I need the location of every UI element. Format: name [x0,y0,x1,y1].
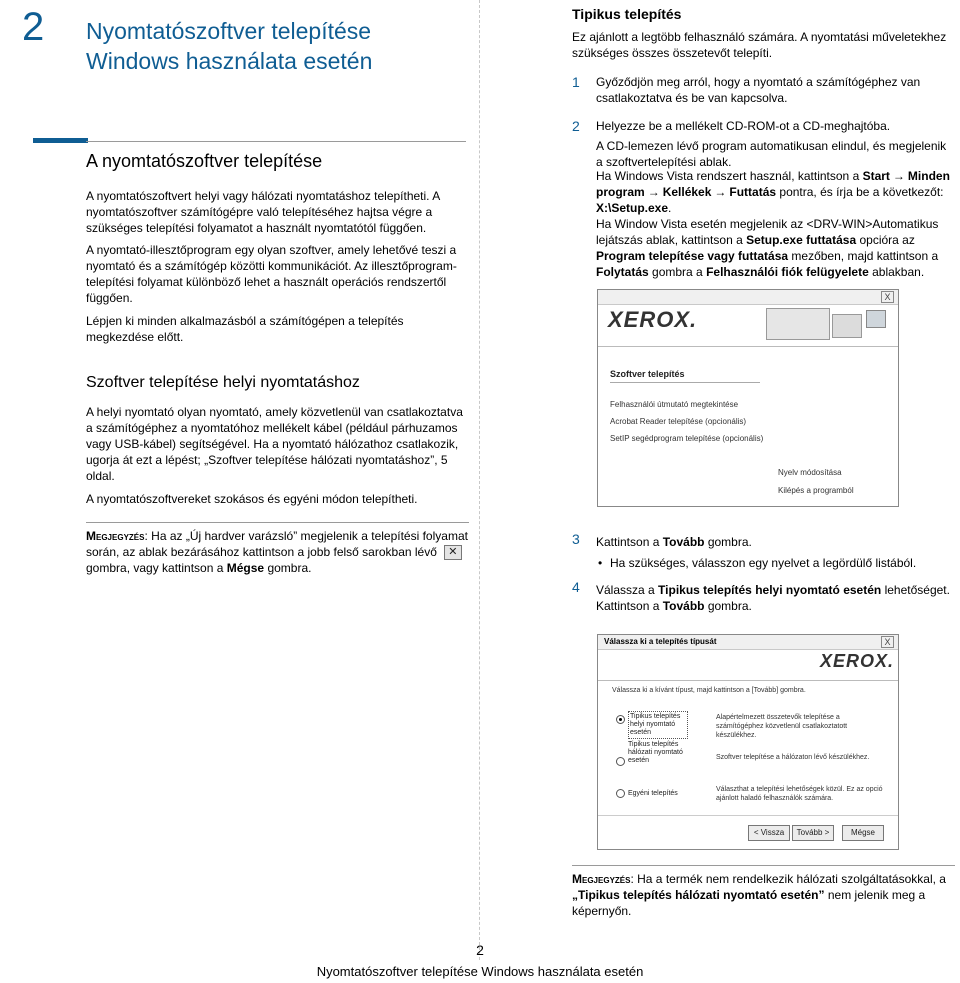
note-right [572,871,952,919]
option-network-label[interactable]: Tipikus telepítés hálózati nyomtató esetén [628,741,683,764]
note-left [86,528,471,576]
autoplay-text-b: opcióra az [856,233,915,247]
step-3-a: Kattintson a [596,535,663,549]
close-icon: ✕ [444,545,462,560]
back-button[interactable]: < Vissza [748,825,790,841]
close-icon[interactable]: X [881,291,894,303]
footer-title: Nyomtatószoftver telepítése Windows használata esetén [316,964,644,979]
panel-title-rule [610,382,760,383]
dialog-header-rule [598,680,898,681]
screenshot-setup-window [597,289,899,507]
autoplay-setup: Setup.exe futtatása [746,233,857,247]
step-1-text: Győződjön meg arról, hogy a nyomtató a számítógéphez van csatlakoztatva és be van kapcsolva. [596,75,921,105]
note-right-a: : Ha a termék nem rendelkezik hálózati szolgáltatásokkal, a [630,872,946,886]
step-2-autorun: A CD-lemezen lévő program automatikusan elindul, és megjelenik a szoftvertelepítési ablak. [596,139,947,169]
autoplay-text-c: mezőben, majd kattintson a [788,249,939,263]
step-4-c: Kattintson a [596,599,663,613]
vista-run: Futtatás [729,185,777,199]
setup-path-dot: . [668,201,672,215]
typical-install-intro: Ez ajánlott a legtöbb felhasználó számára. A nyomtatási műveletekhez szükséges összes összetevőt telepíti. [572,30,947,60]
arrow-right-icon: → [892,169,905,183]
note-text-c: gombra. [264,561,312,576]
autoplay-text-e: ablakban. [868,265,925,279]
step-3-text [596,534,956,550]
paragraph-exit-apps: Lépjen ki minden alkalmazásból a számítógépen a telepítés megkezdése előtt. [86,314,404,344]
step-4-text [596,582,956,614]
dialog-titlebar [598,635,898,650]
note-text-b: gombra, vagy kattintson a [86,561,227,576]
section-accent-bar [33,138,88,143]
chapter-title-line2: Windows használata esetén [86,48,373,74]
bullet-icon: • [598,556,603,570]
section-heading-local: Szoftver telepítése helyi nyomtatáshoz [86,374,360,391]
autoplay-text-a: Ha Window Vista esetén megjelenik az <DRV-WIN>Automatikus lejátszás ablak, kattintson a [596,217,939,247]
computer-icon [866,310,886,328]
paragraph-install-modes: A nyomtatószoftvereket szokásos és egyéni módon telepítheti. [86,492,418,506]
step-3-next: Tovább [662,535,705,549]
option-custom-desc: Választhat a telepítési lehetőségek közül. Ez az opció ajánlott haladó felhasználók számára. [716,786,883,802]
xerox-logo: XEROX. [820,651,895,671]
step-1-number: 1 [572,74,580,90]
step-2-number: 2 [572,118,580,134]
screenshot-install-type-dialog [597,634,899,850]
note-colon: : [144,529,148,543]
step-4-a: Válassza a [596,583,659,597]
vista-start: Start [862,169,890,183]
option-local-desc: Alapértelmezett összetevők telepítése a számítógéphez közvetlenül csatlakoztatott készülékhez. [716,714,848,739]
autoplay-uac: Felhasználói fiók felügyelete [706,265,869,279]
step-2-autoplay [596,216,958,280]
menu-user-guide[interactable]: Felhasználói útmutató megtekintése [610,400,739,409]
vista-accessories: Kellékek [662,185,712,199]
setup-path: X:\Setup.exe [596,201,669,215]
close-icon[interactable]: X [881,636,894,648]
note-right-b: nem jelenik meg a képernyőn. [572,888,926,918]
chapter-title-line1: Nyomtatószoftver telepítése [86,18,372,44]
cancel-button[interactable]: Mégse [842,825,884,841]
arrow-right-icon: → [714,185,727,199]
step-2-vista [596,168,958,216]
option-custom-label[interactable]: Egyéni telepítés [628,790,678,797]
vista-all-programs: Minden program [596,169,950,199]
autoplay-continue: Folytatás [596,265,649,279]
step-4-next: Tovább [662,599,705,613]
menu-change-language[interactable]: Nyelv módosítása [778,468,842,477]
section-rule [86,141,466,142]
dialog-footer-rule [598,815,898,816]
section-heading-install: A nyomtatószoftver telepítése [86,151,323,171]
vista-text-b: pontra, és írja be a következőt: [776,185,944,199]
menu-exit[interactable]: Kilépés a programból [778,486,854,495]
note-label: Megjegyzés [86,529,145,543]
autoplay-program: Program telepítése vagy futtatása [596,249,789,263]
option-network-desc: Szoftver telepítése a hálózaton lévő készülékhez. [716,754,870,761]
vista-text-a: Ha Windows Vista rendszert használ, kattintson a [596,169,863,183]
step-4-number: 4 [572,579,580,595]
step-3-b: gombra. [704,535,752,549]
step-4-option: Tipikus telepítés helyi nyomtató esetén [658,583,882,597]
step-4-b: lehetőséget. [881,583,950,597]
autoplay-text-d: gombra a [648,265,707,279]
note-right-bold: „Tipikus telepítés hálózati nyomtató esetén” [572,888,825,902]
paragraph-driver: A nyomtató-illesztőprogram egy olyan szoftver, amely lehetővé teszi a nyomtató és a számítógép közötti kommunikációt. Az illesztőprogram-telepítési folyamat különböző lehet a használt operációs rendszertől függően. [86,243,457,305]
dialog-title: Válassza ki a telepítés típusát [604,637,717,646]
next-button[interactable]: Tovább > [792,825,834,841]
column-divider [479,0,480,960]
page-number: 2 [476,942,484,958]
chapter-title [86,16,476,76]
radio-network[interactable] [616,757,625,766]
printer-image-small [832,314,862,338]
note-cancel-bold: Mégse [226,561,265,576]
note-rule-right [572,865,955,866]
radio-local[interactable] [616,715,625,724]
menu-acrobat[interactable]: Acrobat Reader telepítése (opcionális) [610,417,747,426]
step-3-number: 3 [572,531,580,547]
typical-install-heading: Tipikus telepítés [572,6,682,22]
step-4-d: gombra. [704,599,752,613]
setup-titlebar [598,290,898,305]
note-rule-left [86,522,469,523]
step-2-text: Helyezze be a mellékelt CD-ROM-ot a CD-meghajtóba. [596,119,891,133]
note-label: Megjegyzés [572,872,631,886]
menu-setip[interactable]: SetIP segédprogram telepítése (opcionális) [610,434,764,443]
step-3-bullet: Ha szükséges, válasszon egy nyelvet a legördülő listából. [610,556,917,570]
option-local-label[interactable]: Tipikus telepítés helyi nyomtató esetén [628,711,688,739]
note-text-a: Ha az „Új hardver varázsló” megjelenik a telepítési folyamat során, az ablak bezárásához kattintson a jobb felső sarokban lévő [86,529,468,559]
setup-panel-title: Szoftver telepítés [610,369,685,379]
arrow-right-icon: → [647,185,660,199]
paragraph-intro: A nyomtatószoftvert helyi vagy hálózati nyomtatáshoz telepítheti. A nyomtatószoftver számítógépre való telepítéséhez hajtsa végre a szükséges telepítési folyamatot a használt nyomtatótól függően. [86,189,440,235]
printer-image [766,308,830,340]
dialog-prompt: Válassza ki a kívánt típust, majd kattintson a [Tovább] gombra. [612,687,806,694]
radio-custom[interactable] [616,789,625,798]
paragraph-local-printer: A helyi nyomtató olyan nyomtató, amely közvetlenül van csatlakoztatva a számítógéphez a nyomtatóhoz mellékelt kábel (például párhuzamos vagy USB-kábel) segítségével. Ha a nyomtató hálózathoz csatlakozik, ugorja át ezt a lépést; „Szoftver telepítése hálózati nyomtatáshoz”, 5 oldal. [86,405,463,483]
header-separator [598,346,898,347]
chapter-number: 2 [22,5,45,49]
xerox-logo: XEROX. [608,307,698,332]
